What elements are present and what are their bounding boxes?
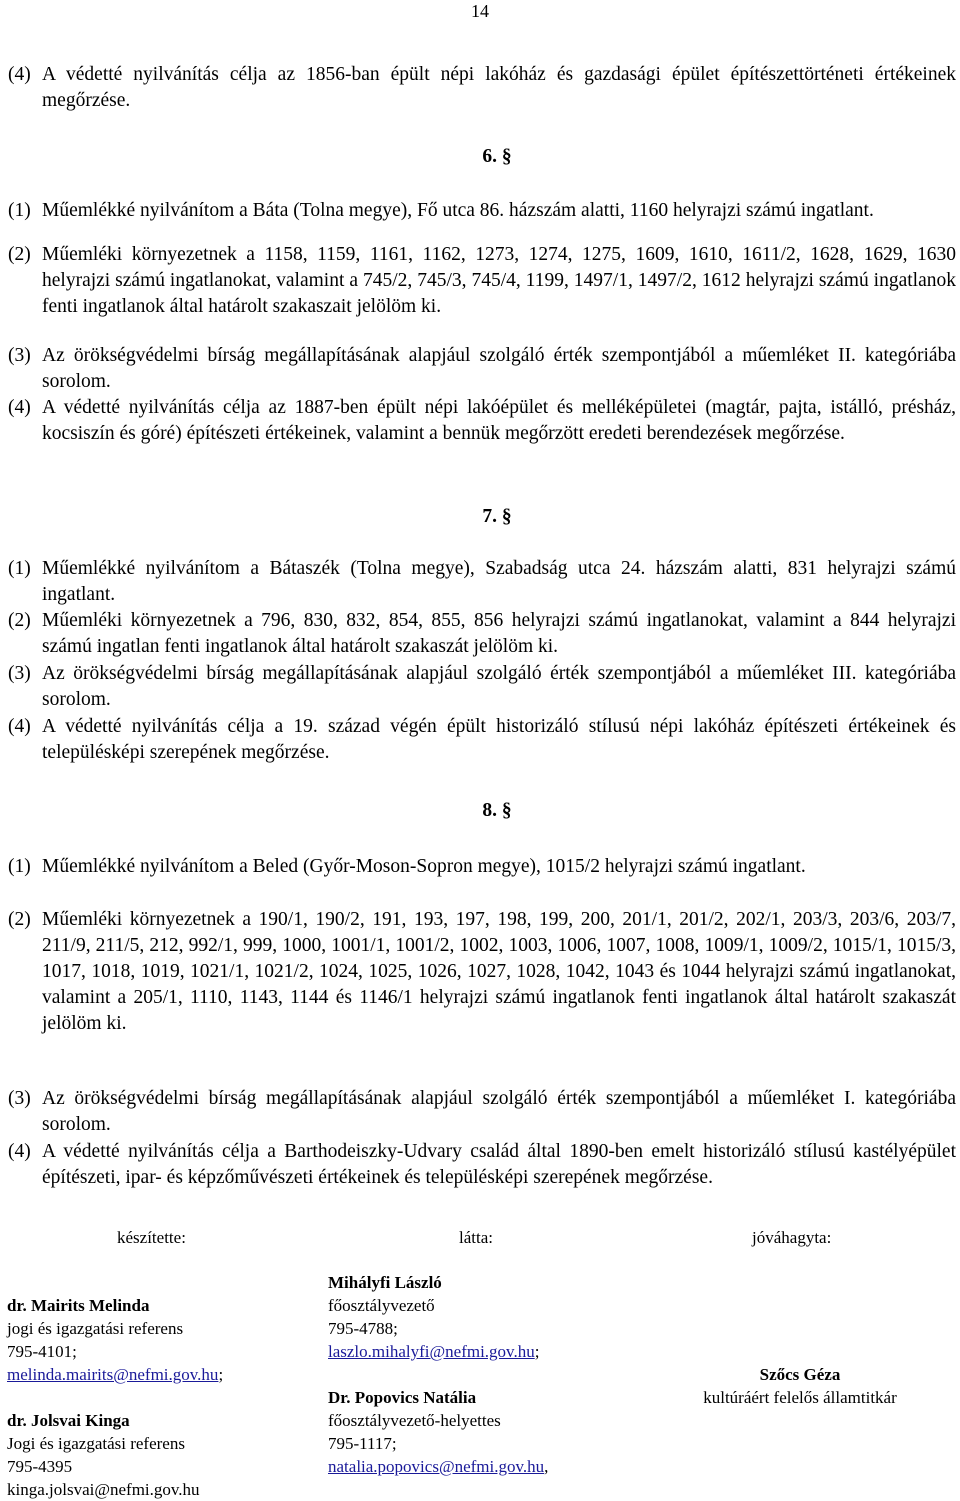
paragraph-number: (1) bbox=[8, 856, 31, 877]
paragraph bbox=[8, 395, 956, 447]
paragraph-text: Műemléki környezetnek a 190/1, 190/2, 191, 193, 197, 198, 199, 200, 201/1, 201/2, 202/1, 203/3, 203/6, 203/7, 211/9, 211/5, 212, 992/1, 999, 1000, 1001/1, 1001/2, 1002, 1003, 1006, 1007, 1008, 1009/1, 1009/2, 1015/1, 1015/3, 1017, 1018, 1019, 1021/1, 1021/2, 1024, 1025, 1026, 1027, 1028, 1042, 1043 és 1044 helyrajzi számú ingatlanokat, valamint a 205/1, 1110, 1143, 1144 és 1146/1 helyrajzi számú ingatlanok fenti ingatlanok által határolt szakaszát jelölöm ki. bbox=[42, 909, 956, 1034]
signatory-phone: 795-1117; bbox=[328, 1434, 397, 1453]
signatory-phone: 795-4788; bbox=[328, 1319, 398, 1338]
paragraph-number: (3) bbox=[8, 663, 31, 684]
section-heading-text: 6. § bbox=[482, 146, 512, 167]
email-suffix: ; bbox=[534, 1342, 540, 1361]
paragraph-number: (4) bbox=[8, 716, 31, 737]
section-heading bbox=[0, 798, 960, 824]
signatory-prepared-2 bbox=[7, 1409, 200, 1501]
paragraph-number: (4) bbox=[8, 1141, 31, 1162]
paragraph bbox=[8, 608, 956, 660]
paragraph bbox=[8, 556, 956, 608]
paragraph-number: (1) bbox=[8, 558, 31, 579]
signatory-phone: 795-4101; bbox=[7, 1342, 77, 1361]
signatory-prepared-1 bbox=[7, 1294, 223, 1386]
label-approved: jóváhagyta: bbox=[752, 1228, 832, 1247]
paragraph-number: (2) bbox=[8, 909, 31, 930]
paragraph bbox=[8, 62, 956, 114]
email-text: kinga.jolsvai@nefmi.gov.hu bbox=[7, 1480, 200, 1499]
paragraph bbox=[8, 1139, 956, 1191]
page-number: 14 bbox=[471, 1, 489, 21]
paragraph bbox=[8, 661, 956, 713]
paragraph-number: (3) bbox=[8, 1088, 31, 1109]
paragraph-text: Az örökségvédelmi bírság megállapításának alapjául szolgáló érték szempontjából a műemléket III. kategóriába sorolom. bbox=[42, 663, 956, 710]
signatory-approved bbox=[680, 1363, 920, 1409]
paragraph-text: Az örökségvédelmi bírság megállapításának alapjául szolgáló érték szempontjából a műemléket I. kategóriába sorolom. bbox=[42, 1088, 956, 1135]
section-heading-text: 8. § bbox=[482, 800, 512, 821]
signatory-name: dr. Mairits Melinda bbox=[7, 1296, 150, 1315]
paragraph-text: Műemléki környezetnek a 796, 830, 832, 854, 855, 856 helyrajzi számú ingatlanokat, valamint a 844 helyrajzi számú ingatlan fenti ingatlanok által határolt szakaszát jelölöm ki. bbox=[42, 610, 956, 657]
paragraph-text: Műemlékké nyilvánítom a Bátaszék (Tolna megye), Szabadság utca 24. házszám alatti, 831 helyrajzi számú ingatlant. bbox=[42, 558, 956, 605]
signatory-role: Jogi és igazgatási referens bbox=[7, 1434, 185, 1453]
signatory-role: főosztályvezető-helyettes bbox=[328, 1411, 501, 1430]
signatory-name: Dr. Popovics Natália bbox=[328, 1388, 477, 1407]
signatory-role: kultúráért felelős államtitkár bbox=[703, 1388, 897, 1407]
email-suffix: ; bbox=[218, 1365, 224, 1384]
label-prepared: készítette: bbox=[117, 1228, 186, 1247]
paragraph bbox=[8, 242, 956, 320]
paragraph bbox=[8, 854, 956, 880]
paragraph-text: Műemléki környezetnek a 1158, 1159, 1161, 1162, 1273, 1274, 1275, 1609, 1610, 1611/2, 1628, 1629, 1630 helyrajzi számú ingatlanokat, valamint a 745/2, 745/3, 745/4, 1199, 1497/1, 1497/2, 1612 helyrajzi számú ingatlanok fenti ingatlanok által határolt szakaszait jelölöm ki. bbox=[42, 244, 956, 317]
email-link[interactable]: laszlo.mihalyfi@nefmi.gov.hu bbox=[328, 1342, 535, 1361]
signatory-name: Mihályfi László bbox=[328, 1273, 442, 1292]
paragraph-number: (4) bbox=[8, 64, 31, 85]
paragraph-number: (2) bbox=[8, 610, 31, 631]
label-seen: látta: bbox=[459, 1228, 493, 1247]
signatory-role: jogi és igazgatási referens bbox=[7, 1319, 184, 1338]
section-heading bbox=[0, 144, 960, 170]
paragraph-text: A védetté nyilvánítás célja az 1887-ben épült népi lakóépület és melléképületei (magtár, pajta, istálló, présház, kocsiszín és góré) építészeti értékeinek, valamint a bennük megőrzött eredeti berendezések megőrzése. bbox=[42, 397, 956, 444]
paragraph bbox=[8, 343, 956, 395]
paragraph-number: (4) bbox=[8, 397, 31, 418]
signatory-name: Szőcs Géza bbox=[759, 1365, 841, 1384]
signatory-seen-2 bbox=[328, 1386, 548, 1478]
paragraph bbox=[8, 714, 956, 766]
paragraph-text: Műemlékké nyilvánítom a Beled (Győr-Moson-Sopron megye), 1015/2 helyrajzi számú ingatlant. bbox=[42, 856, 806, 877]
paragraph-number: (3) bbox=[8, 345, 31, 366]
signatory-phone: 795-4395 bbox=[7, 1457, 73, 1476]
email-suffix: , bbox=[544, 1457, 549, 1476]
signatory-name: dr. Jolsvai Kinga bbox=[7, 1411, 130, 1430]
paragraph-text: A védetté nyilvánítás célja az 1856-ban épült népi lakóház és gazdasági épület építészettörténeti értékeinek megőrzése. bbox=[42, 64, 956, 111]
paragraph-number: (1) bbox=[8, 200, 31, 221]
paragraph-text: A védetté nyilvánítás célja a Barthodeiszky-Udvary család által 1890-ben emelt historizáló stílusú kastélyépület építészeti, ipar- és képzőművészeti értékeinek és településképi szerepének megőrzése. bbox=[42, 1141, 956, 1188]
signatory-role: főosztályvezető bbox=[328, 1296, 435, 1315]
paragraph-number: (2) bbox=[8, 244, 31, 265]
email-link[interactable]: natalia.popovics@nefmi.gov.hu bbox=[328, 1457, 545, 1476]
paragraph bbox=[8, 198, 956, 224]
section-heading bbox=[0, 504, 960, 530]
signatory-seen-1 bbox=[328, 1271, 539, 1363]
section-heading-text: 7. § bbox=[482, 506, 512, 527]
email-link[interactable]: melinda.mairits@nefmi.gov.hu bbox=[7, 1365, 219, 1384]
paragraph-text: Műemlékké nyilvánítom a Báta (Tolna megye), Fő utca 86. házszám alatti, 1160 helyrajzi számú ingatlant. bbox=[42, 200, 874, 221]
paragraph-text: Az örökségvédelmi bírság megállapításának alapjául szolgáló érték szempontjából a műemléket II. kategóriába sorolom. bbox=[42, 345, 956, 392]
paragraph bbox=[8, 907, 956, 1037]
paragraph bbox=[8, 1086, 956, 1138]
paragraph-text: A védetté nyilvánítás célja a 19. század végén épült historizáló stílusú népi lakóház építészeti értékeinek és településképi szerepének megőrzése. bbox=[42, 716, 956, 763]
